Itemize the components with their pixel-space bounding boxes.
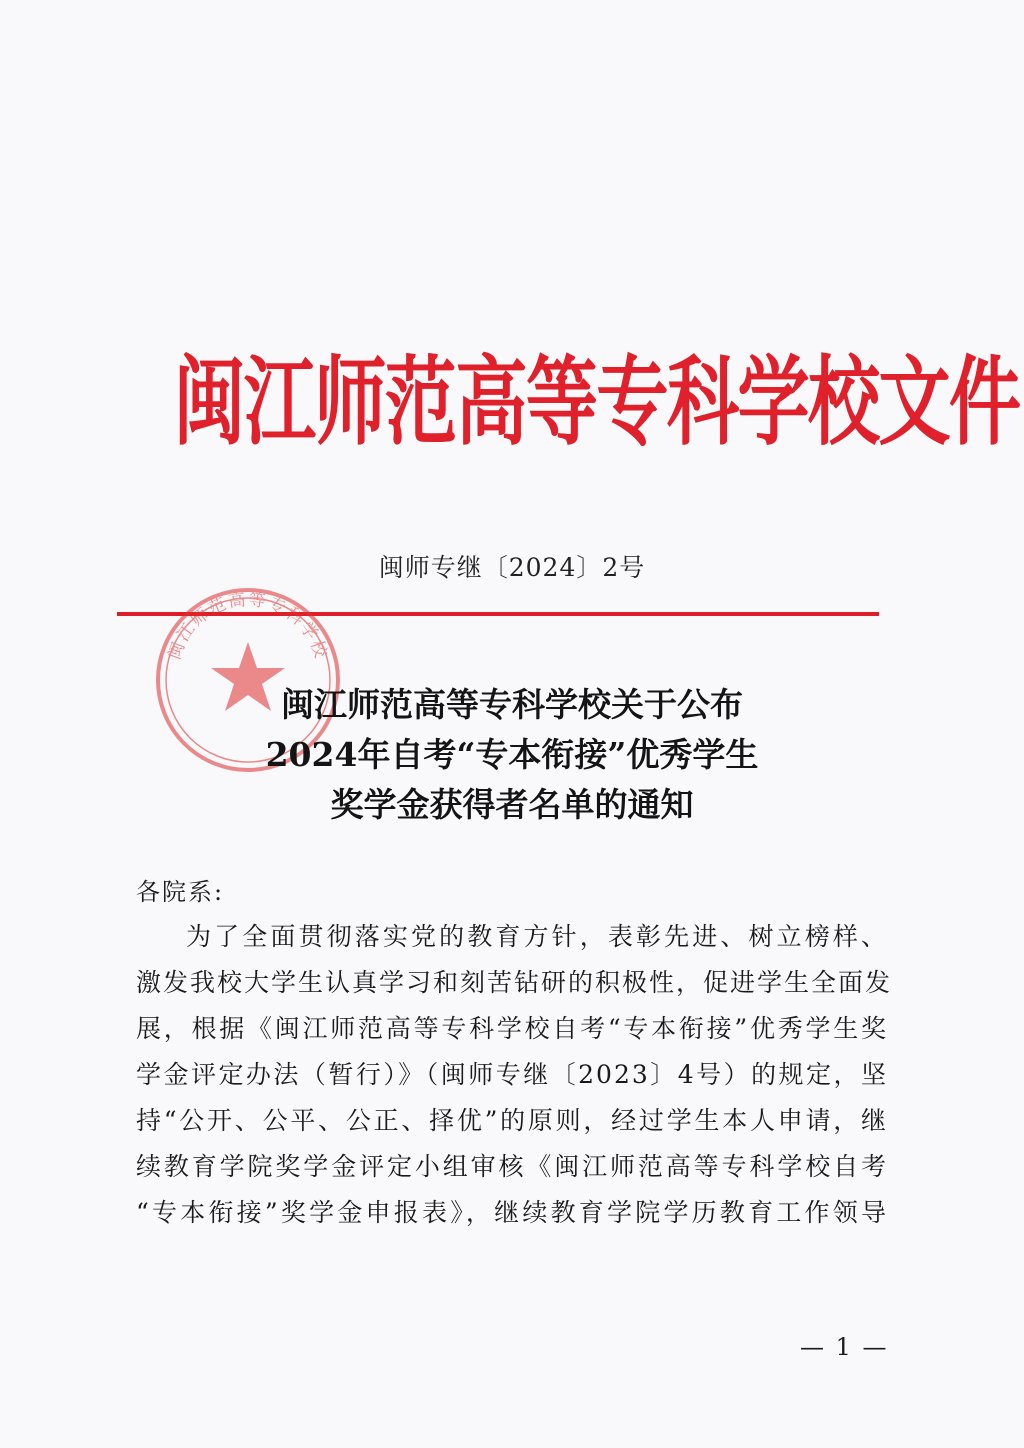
document-number: 闽师专继〔2024〕2号: [378, 553, 646, 582]
notice-title-line: 闽江师范高等专科学校关于公布: [281, 685, 743, 724]
notice-title: [0, 680, 1024, 830]
body-line: 为了全面贯彻落实党的教育方针，表彰先进、树立榜样、: [186, 922, 888, 951]
body-line: 展，根据《闽江师范高等专科学校自考“专本衔接”优秀学生奖: [136, 1014, 888, 1043]
page-number: — 1 —: [800, 1333, 889, 1361]
body-line: 续教育学院奖学金评定小组审核《闽江师范高等专科学校自考: [136, 1152, 888, 1181]
document-header-title: 闽江师范高等专科学校文件: [173, 345, 1020, 459]
body-line: 激发我校大学生认真学习和刻苦钻研的积极性，促进学生全面发: [136, 968, 893, 997]
seal-text: 闽江师范高等专科学校: [164, 589, 332, 663]
body-line: 持“公开、公平、公正、择优”的原则，经过学生本人申请，继: [136, 1106, 888, 1135]
body-line: 学金评定办法（暂行）》（闽师专继〔2023〕4号）的规定，坚: [136, 1060, 888, 1089]
notice-title-line: 奖学金获得者名单的通知: [330, 785, 694, 824]
salutation: 各院系:: [136, 878, 225, 906]
body-line: “专本衔接”奖学金申报表》，继续教育学院学历教育工作领导: [136, 1198, 888, 1227]
notice-title-line: 2024年自考“专本衔接”优秀学生: [265, 735, 759, 774]
body-paragraph: [136, 914, 893, 1236]
